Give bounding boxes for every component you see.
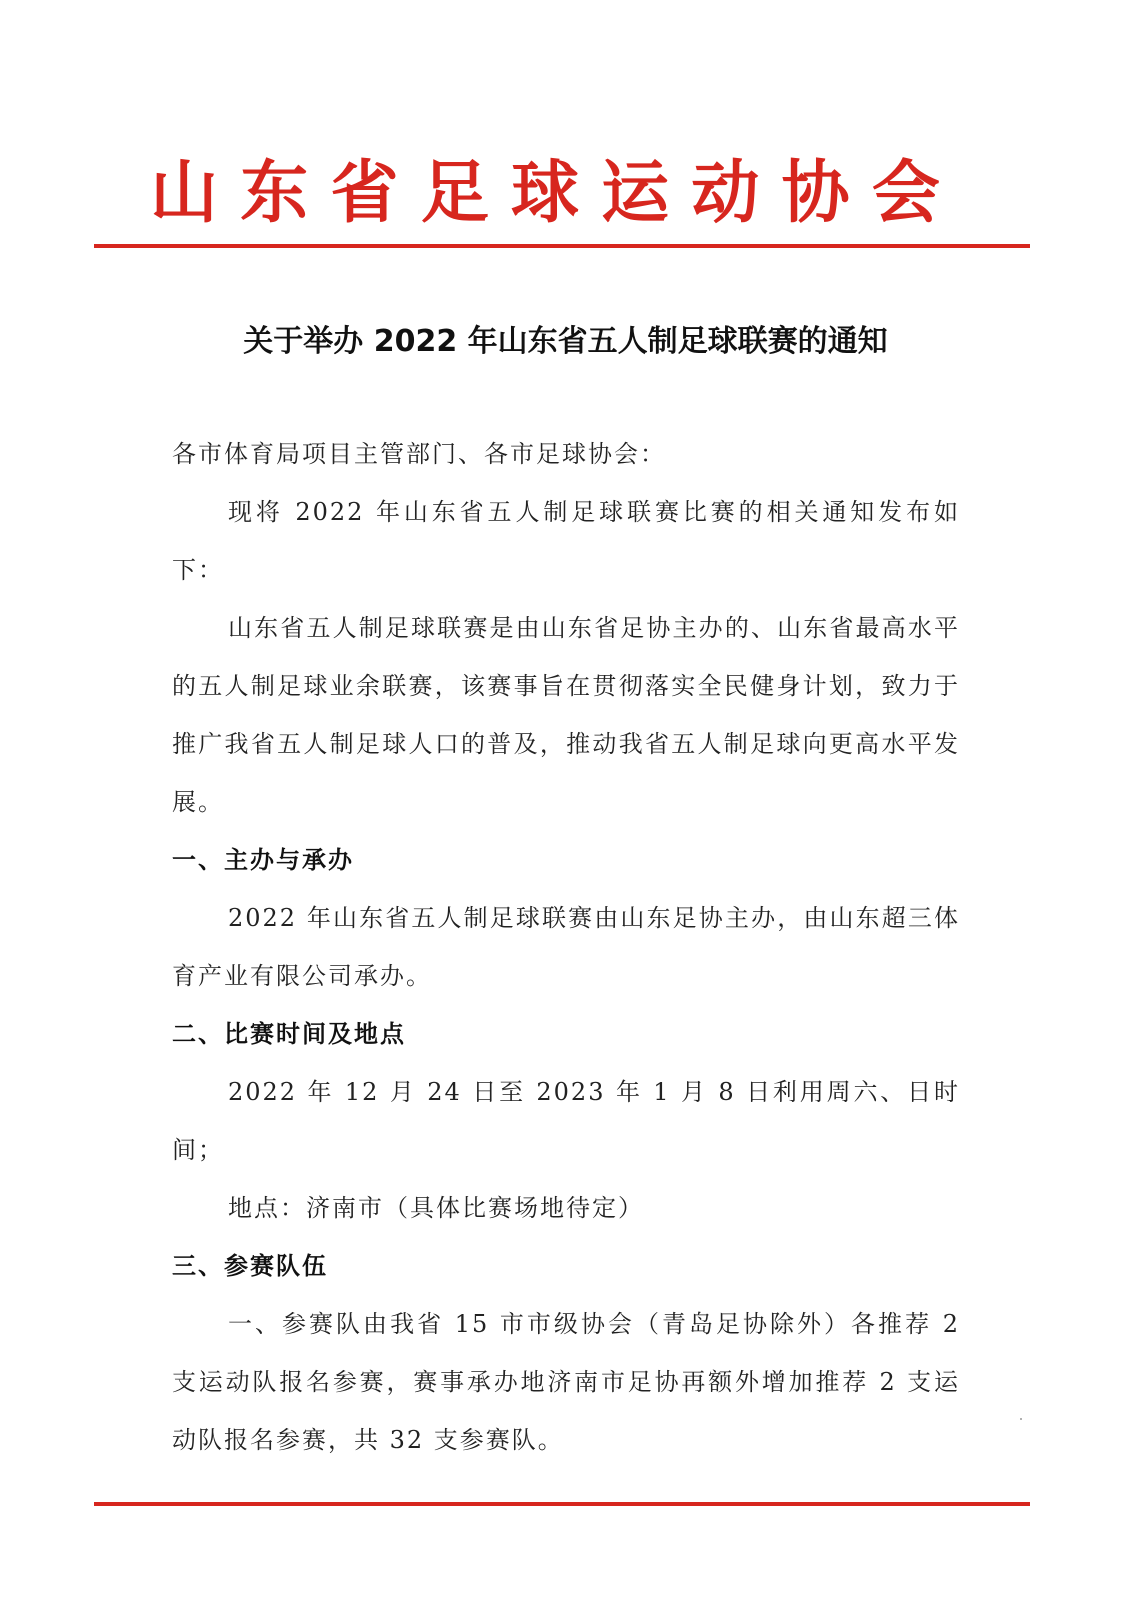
section-heading-organizers: 一、主办与承办 [172, 846, 354, 874]
section-heading-teams: 三、参赛队伍 [172, 1252, 328, 1280]
organizers-paragraph: 2022 年山东省五人制足球联赛由山东足协主办，由山东超三体育产业有限公司承办。 [172, 904, 960, 990]
notice-title: 关于举办 2022 年山东省五人制足球联赛的通知 [243, 324, 888, 359]
intro-paragraph: 现将 2022 年山东省五人制足球联赛比赛的相关通知发布如下： [172, 498, 960, 584]
letterhead-red-rule [94, 244, 1030, 248]
letterhead-char: 山 [150, 153, 219, 233]
time-paragraph: 2022 年 12 月 24 日至 2023 年 1 月 8 日利用周六、日时间； [172, 1078, 960, 1164]
letterhead-char: 运 [601, 153, 670, 233]
description-paragraph: 山东省五人制足球联赛是由山东省足协主办的、山东省最高水平的五人制足球业余联赛，该赛事旨在贯彻落实全民健身计划，致力于推广我省五人制足球人口的普及，推动我省五人制足球向更高水平发展。 [172, 614, 960, 816]
scan-speck [1020, 1418, 1022, 1420]
footer-red-rule [94, 1502, 1030, 1506]
letterhead-char: 协 [781, 153, 850, 233]
letterhead-char: 会 [871, 153, 940, 233]
letterhead-char: 省 [330, 153, 399, 233]
letterhead-char: 球 [510, 153, 579, 233]
notice-body [172, 425, 960, 1469]
location-paragraph: 地点：济南市（具体比赛场地待定） [228, 1194, 644, 1222]
teams-paragraph: 一、参赛队由我省 15 市市级协会（青岛足协除外）各推荐 2 支运动队报名参赛，赛事承办地济南市足协再额外增加推荐 2 支运动队报名参赛，共 32 支参赛队。 [172, 1310, 960, 1454]
letterhead-char: 动 [691, 153, 760, 233]
letterhead-char: 足 [420, 153, 489, 233]
letterhead-char: 东 [240, 153, 309, 233]
section-heading-time-location: 二、比赛时间及地点 [172, 1020, 406, 1048]
salutation: 各市体育局项目主管部门、各市足球协会： [172, 440, 666, 468]
letterhead-title [150, 148, 940, 238]
